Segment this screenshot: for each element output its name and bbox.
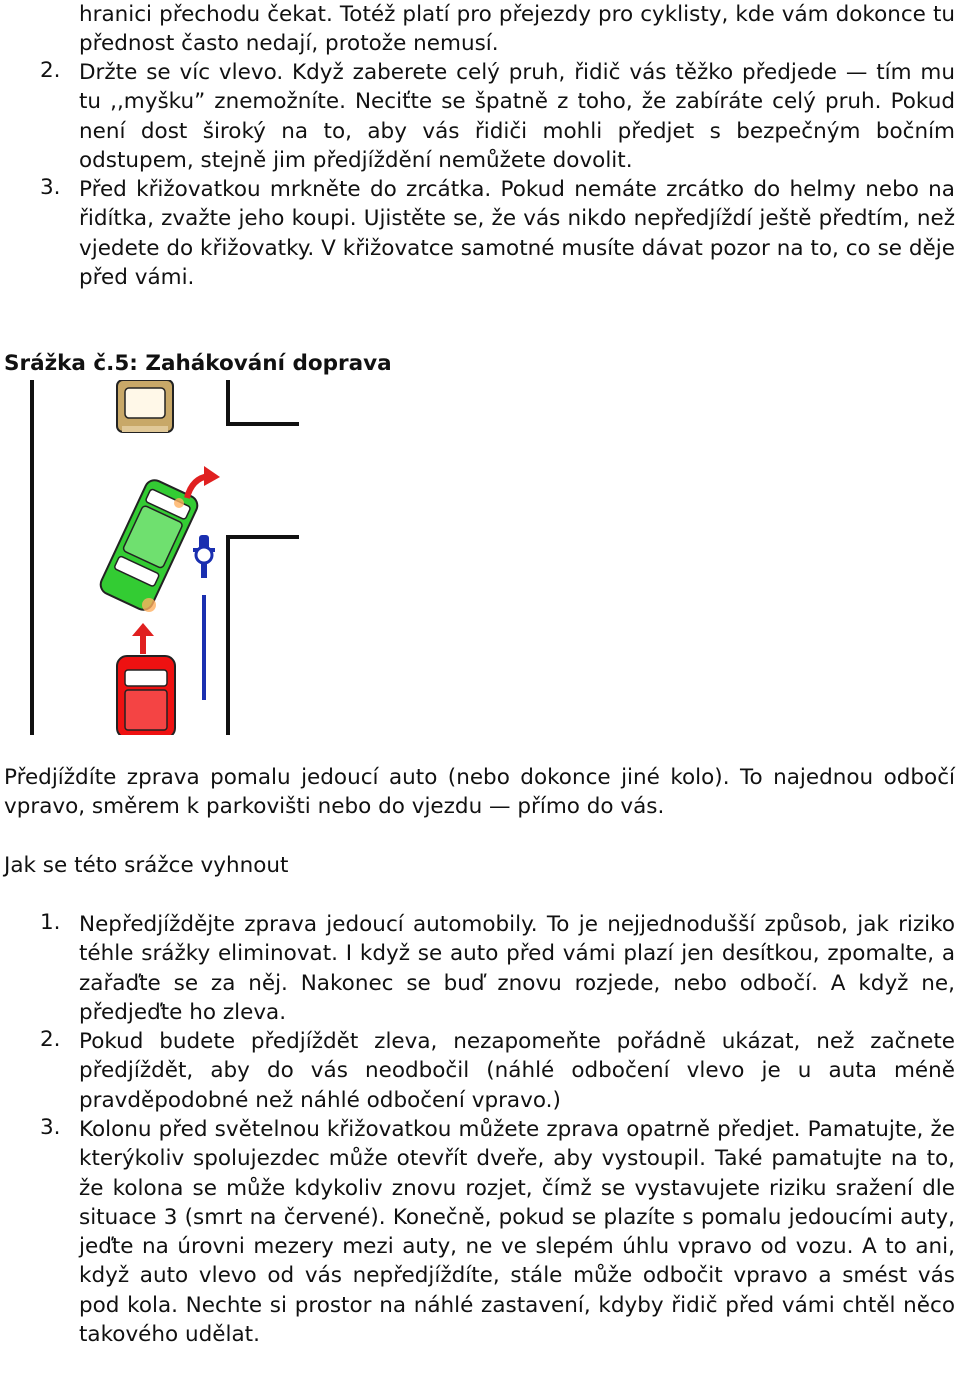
list-item (40, 175, 955, 292)
avoid-heading: Jak se této srážce vyhnout (4, 853, 289, 878)
right-kerb-lower (226, 535, 230, 735)
list-item-continued-text: hranici přechodu čekat. Totéž platí pro přejezdy pro cyklisty, kde vám dokonce tu přednost často nedají, protože nemusí. (79, 2, 955, 57)
side-street-upper-edge (226, 422, 299, 426)
list-item-number: 3. (40, 1115, 61, 1140)
side-street-lower-edge (226, 535, 299, 539)
section-heading: Srážka č.5: Zahákování doprava (4, 351, 392, 376)
bike-lane-line (202, 595, 206, 700)
list-item-text: Držte se víc vlevo. Když zaberete celý pruh, řidič vás těžko předjede — tím mu tu ,,myšku” znemožníte. Neciťte se špatně z toho, že zabíráte celý pruh. Pokud není dost široký na to, aby vás řidiči mohli předjet s bezpečným bočním odstupem, stejně jim předjíždění nemůžete dovolit. (79, 60, 955, 173)
list-item-number: 1. (40, 910, 61, 935)
list-item (40, 1115, 955, 1349)
list-item-text: Před křižovatkou mrkněte do zrcátka. Pokud nemáte zrcátko do helmy nebo na řidítka, zvažte jeho koupi. Ujistěte se, že vás nikdo nepředjíždí ještě předtím, než vjedete do křižovatky. V křižovatce samotné musíte dávat pozor na to, co se děje před vámi. (79, 177, 955, 290)
right-kerb-upper (226, 380, 230, 425)
collision-diagram (4, 380, 299, 735)
turn-signal-glow (142, 598, 156, 612)
list-item (40, 1027, 955, 1115)
continued-paragraph (79, 0, 955, 59)
situation-description: Předjíždíte zprava pomalu jedoucí auto (nebo dokonce jiné kolo). To najednou odbočí vpravo, směrem k parkovišti nebo do vjezdu — přímo do vás. (4, 765, 955, 820)
list-item-number: 3. (40, 175, 61, 200)
list-item-text: Pokud budete předjíždět zleva, nezapomeňte pořádně ukázat, než začnete předjíždět, aby do vás neodbočil (náhlé odbočení vlevo je u auta méně pravděpodobné než náhlé odbočení vpravo.) (79, 1029, 955, 1113)
list-item (40, 58, 955, 175)
list-item-number: 2. (40, 1027, 61, 1052)
turn-signal-glow-2 (174, 498, 184, 508)
red-car (117, 656, 175, 735)
left-kerb (30, 380, 34, 735)
list-item (40, 910, 955, 1027)
tan-car (117, 380, 173, 432)
list-item-text: Kolonu před světelnou křižovatkou můžete zprava opatrně předjet. Pamatujte, že kterýkoliv spolujezdec může otevřít dveře, aby vystoupil. Také pamatujte na to, že kolona se může kdykoliv znovu rozjet, čímž se vystavujete riziku sražení dle situace 3 (smrt na červené). Konečně, pokud se plazíte s pomalu jedoucími auty, jeďte na úrovni mezery mezi auty, ne ve slepém úhlu vpravo od vozu. A to ani, když auto vlevo od vás nepředjíždíte, stále může odbočit vpravo a smést vás pod kola. Nechte si prostor na náhlé zastavení, kdyby řidič před vámi chtěl něco takového udělat. (79, 1117, 955, 1348)
list-item-number: 2. (40, 58, 61, 83)
list-item-text: Nepředjíždějte zprava jedoucí automobily. To je nejjednodušší způsob, jak riziko téhle srážky eliminovat. I když se auto před vámi plazí jen desítkou, zpomalte, a zařaďte se za něj. Nakonec se buď znovu rozjede, nebo odbočí. A když ne, předjeďte ho zleva. (79, 912, 955, 1025)
